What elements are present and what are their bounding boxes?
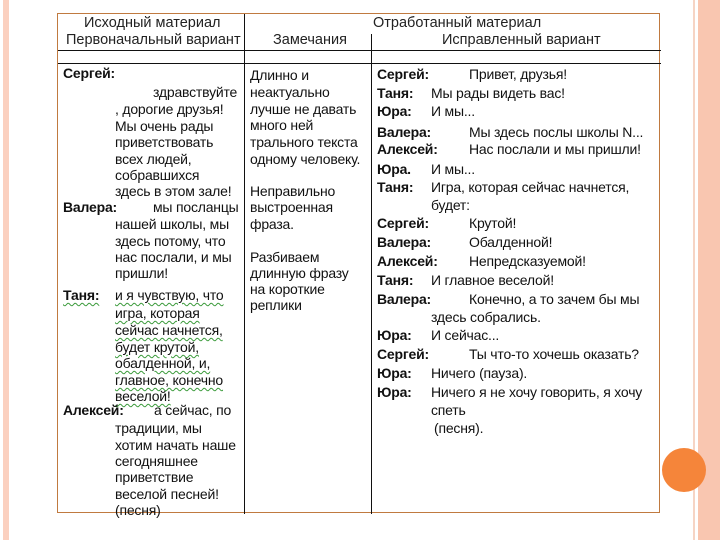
original-line: приветствовать [115, 134, 214, 150]
corrected-line: Ничего я не хочу говорить, я хочу [431, 384, 643, 400]
speaker-name: Юра: [377, 327, 412, 343]
corrected-line: И мы... [431, 103, 475, 119]
header-remarks: Замечания [273, 32, 347, 48]
original-line: сегодняшнее [115, 453, 198, 469]
header-processed-material: Отработанный материал [373, 15, 542, 31]
speaker-name: Таня: [377, 272, 414, 288]
speaker-name: Валера: [63, 199, 117, 215]
original-line: и я чувствую, что [115, 287, 224, 303]
remark-line: на короткие [250, 281, 325, 297]
speaker-name: Таня: [377, 179, 414, 195]
original-line: пришли! [115, 265, 168, 281]
speaker-name: Сергей: [377, 346, 429, 362]
corrected-line: Игра, которая сейчас начнется, [431, 179, 630, 195]
corrected-line: Привет, друзья! [469, 66, 567, 82]
original-line: сейчас начнется, [115, 322, 223, 338]
remark-line: лучше не давать [250, 101, 357, 117]
original-line: всех людей, [115, 151, 192, 167]
original-line: здесь в этом зале! [115, 183, 232, 199]
remark-line: неактуально [250, 84, 330, 100]
original-line: здравствуйте [153, 84, 238, 100]
original-line: (песня) [115, 502, 161, 518]
speaker-name: Сергей: [377, 66, 429, 82]
remark-line: Неправильно [250, 183, 336, 199]
original-line: обалденной, и, [115, 355, 211, 371]
corrected-line: И главное веселой! [431, 272, 554, 288]
speaker-name: Юра. [377, 161, 411, 177]
speaker-name: Алексей: [377, 141, 438, 157]
remark-line: Разбиваем [250, 249, 320, 265]
speaker-name: Таня: [377, 85, 414, 101]
corrected-line: Непредсказуемой! [469, 253, 586, 269]
remark-line: реплики [250, 297, 302, 313]
remark-line: длинную фразу [250, 265, 349, 281]
header-corrected-version: Исправленный вариант [442, 32, 601, 48]
corrected-line: И мы... [431, 161, 475, 177]
original-line: хотим начать наше [115, 437, 236, 453]
original-line: традиции, мы [115, 420, 202, 436]
corrected-line: Нас послали и мы пришли! [469, 141, 641, 157]
remark-line: много ней [250, 117, 314, 133]
speaker-name: Сергей: [377, 215, 429, 231]
speaker-name: Алексей: [63, 402, 124, 418]
header-source-material: Исходный материал [84, 15, 221, 31]
remark-line: трального текста [250, 134, 358, 150]
original-line: Мы очень рады [115, 118, 214, 134]
corrected-line: здесь собрались. [431, 309, 541, 325]
corrected-line: И сейчас... [431, 327, 500, 343]
header-original-version: Первоначальный вариант [66, 32, 241, 48]
original-line: здесь потому, что [115, 233, 226, 249]
remark-line: фраза. [250, 216, 294, 232]
original-line: главное, конечно [115, 372, 224, 388]
original-line: веселой песней! [115, 486, 219, 502]
corrected-line: Ничего (пауза). [431, 365, 528, 381]
speaker-name: Валера: [377, 124, 431, 140]
original-line: нас послали, и мы [115, 249, 232, 265]
corrected-line: Мы здесь послы школы N... [469, 124, 644, 140]
corrected-line: Мы рады видеть вас! [431, 85, 565, 101]
original-line: мы посланцы [153, 199, 239, 215]
speaker-name: Валера: [377, 234, 431, 250]
corrected-line: Ты что-то хочешь оказать? [469, 346, 639, 362]
original-line: веселой! [115, 388, 171, 404]
remark-line: выстроенная [250, 199, 333, 215]
speaker-name: Юра: [377, 103, 412, 119]
speaker-name: Юра: [377, 384, 412, 400]
corrected-line: (песня). [434, 420, 484, 436]
script-comparison-table [57, 13, 660, 518]
original-line: а сейчас, по [154, 402, 232, 418]
orange-circle-decor [662, 448, 706, 492]
original-line: , дорогие друзья! [115, 101, 224, 117]
original-line: собравшихся [115, 167, 200, 183]
remark-line: Длинно и [250, 67, 309, 83]
remark-line: одному человеку. [250, 151, 361, 167]
corrected-line: Конечно, а то зачем бы мы [469, 291, 640, 307]
speaker-name: Юра: [377, 365, 412, 381]
original-line: нашей школы, мы [115, 216, 229, 232]
speaker-name: Алексей: [377, 253, 438, 269]
corrected-line: Обалденной! [469, 234, 553, 250]
left-decor-stripe [3, 0, 9, 540]
speaker-name: Сергей: [63, 65, 115, 81]
original-line: игра, которая [115, 305, 200, 321]
original-line: приветствие [115, 469, 194, 485]
corrected-line: спеть [431, 402, 466, 418]
corrected-line: будет: [431, 197, 470, 213]
speaker-name: Таня: [63, 287, 100, 303]
corrected-line: Крутой! [469, 215, 517, 231]
original-line: будет крутой, [115, 339, 199, 355]
speaker-name: Валера: [377, 291, 431, 307]
